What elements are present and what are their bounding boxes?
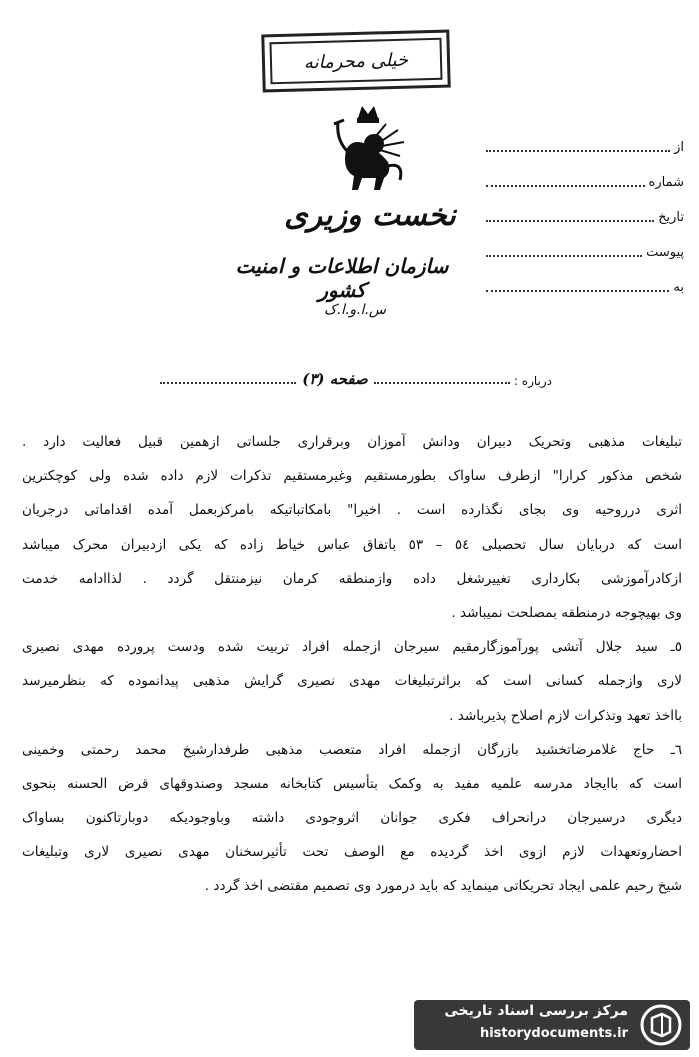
field-label: از (674, 140, 684, 155)
dotted-line (160, 372, 296, 384)
dotted-line (374, 372, 510, 384)
organization-code: س.ا.و.ا.ک (324, 302, 386, 318)
body-line: اثری درروحیه وی بجای نگذارده است . اخیرا" بامکاتباتیکه بامرکزبعمل آمده اقداماتی درجریان (22, 502, 682, 519)
field-label: پیوست (646, 245, 684, 260)
body-line: شخص مذکور کرارا" ازطرف ساواک بطورمستقیم وغیرمستقیم تذکرات لازم داده شده ولی کوچکترین (22, 468, 682, 485)
body-line: ازکادرآموزشی بکارداری تغییرشغل داده وازمنطقه کرمان نیزمنتقل گردد . لذاادامه خدمت (22, 570, 682, 587)
organization-name: سازمان اطلاعات و امنیت کشور (235, 254, 449, 302)
classification-stamp (261, 30, 450, 93)
dotted-line (486, 245, 642, 257)
header-fields (486, 120, 684, 295)
body-line: تبلیغات مذهبی وتحریک دبیران ودانش آموزان وبرقراری جلساتی ازهمین قبیل فعالیت دارد . (22, 434, 682, 450)
dotted-line (486, 175, 645, 187)
watermark-title: مرکز بررسی اسناد تاریخی (444, 1003, 628, 1019)
dotted-line (486, 280, 669, 292)
field-number (486, 155, 684, 190)
body-line: ٦ـ حاج غلامرضاتخشید بازرگان ازجمله افراد متعصب مذهبی طرفدارشیخ محمد رحمتی وخمینی (22, 741, 682, 758)
body-line: است که باایجاد مدرسه علمیه مفید به وکمک بتأسیس کتابخانه مسجد وصندوقهای قرض الحسنه بنحوی (22, 775, 682, 792)
dotted-line (486, 210, 654, 222)
ministry-title: نخست وزیری (284, 198, 456, 233)
body-line: است که دربایان سال تحصیلی ٥٤ – ٥٣ باتفاق عباس خیاط زاده که یکی ازدبیران محرک میباشد (22, 536, 682, 553)
archive-logo-icon (640, 1004, 682, 1046)
watermark (414, 1000, 690, 1050)
body-line: احضاروتعهدات لازم ازوی اخذ گردیده مع الوصف تحت تأثیرسخنان مهدی نصیری لاری وتبلیغات (22, 844, 682, 861)
dotted-line (486, 140, 670, 152)
subject-label: درباره : (513, 374, 552, 388)
lion-and-sun-emblem-icon (318, 100, 418, 196)
subject-line (160, 370, 552, 388)
document-body (22, 425, 682, 904)
body-line: وی بهیچوجه درمنطقه بمصلحت نمیباشد . (451, 604, 682, 621)
field-attachment (486, 225, 684, 260)
field-label: به (673, 280, 684, 295)
field-to (486, 260, 684, 295)
body-line: بااخذ تعهد وتذکرات لازم اصلاح پذیرباشد . (449, 707, 682, 724)
watermark-site: historydocuments.ir (479, 1026, 628, 1041)
body-line: شیخ رحیم علمی ایجاد تحریکاتی مینماید که باید درمورد وی تصمیم مقتضی اخذ گردد . (204, 878, 682, 895)
field-from (486, 120, 684, 155)
body-line: ٥ـ سید جلال آتشی پورآموزگارمقیم سیرجان ازجمله افراد تربیت شده ودست پرورده مهدی نصیری (22, 639, 682, 656)
body-line: لاری وازجمله کسانی است که براثرتبلیغات مهدی نصیری گرایش مذهبی پیدانموده که بنظرمیرسد (22, 673, 682, 690)
stamp-text: خیلی محرمانه (303, 49, 409, 73)
body-line: دیگری درسیرجان درانحراف فکری جوانان اثروجودی داشته وباوجودیکه دوبارتاکنون بساواک (22, 810, 682, 827)
field-label: تاریخ (658, 210, 684, 225)
field-label: شماره (648, 175, 684, 190)
field-date (486, 190, 684, 225)
page-number: صفحه (٣) (302, 370, 368, 388)
